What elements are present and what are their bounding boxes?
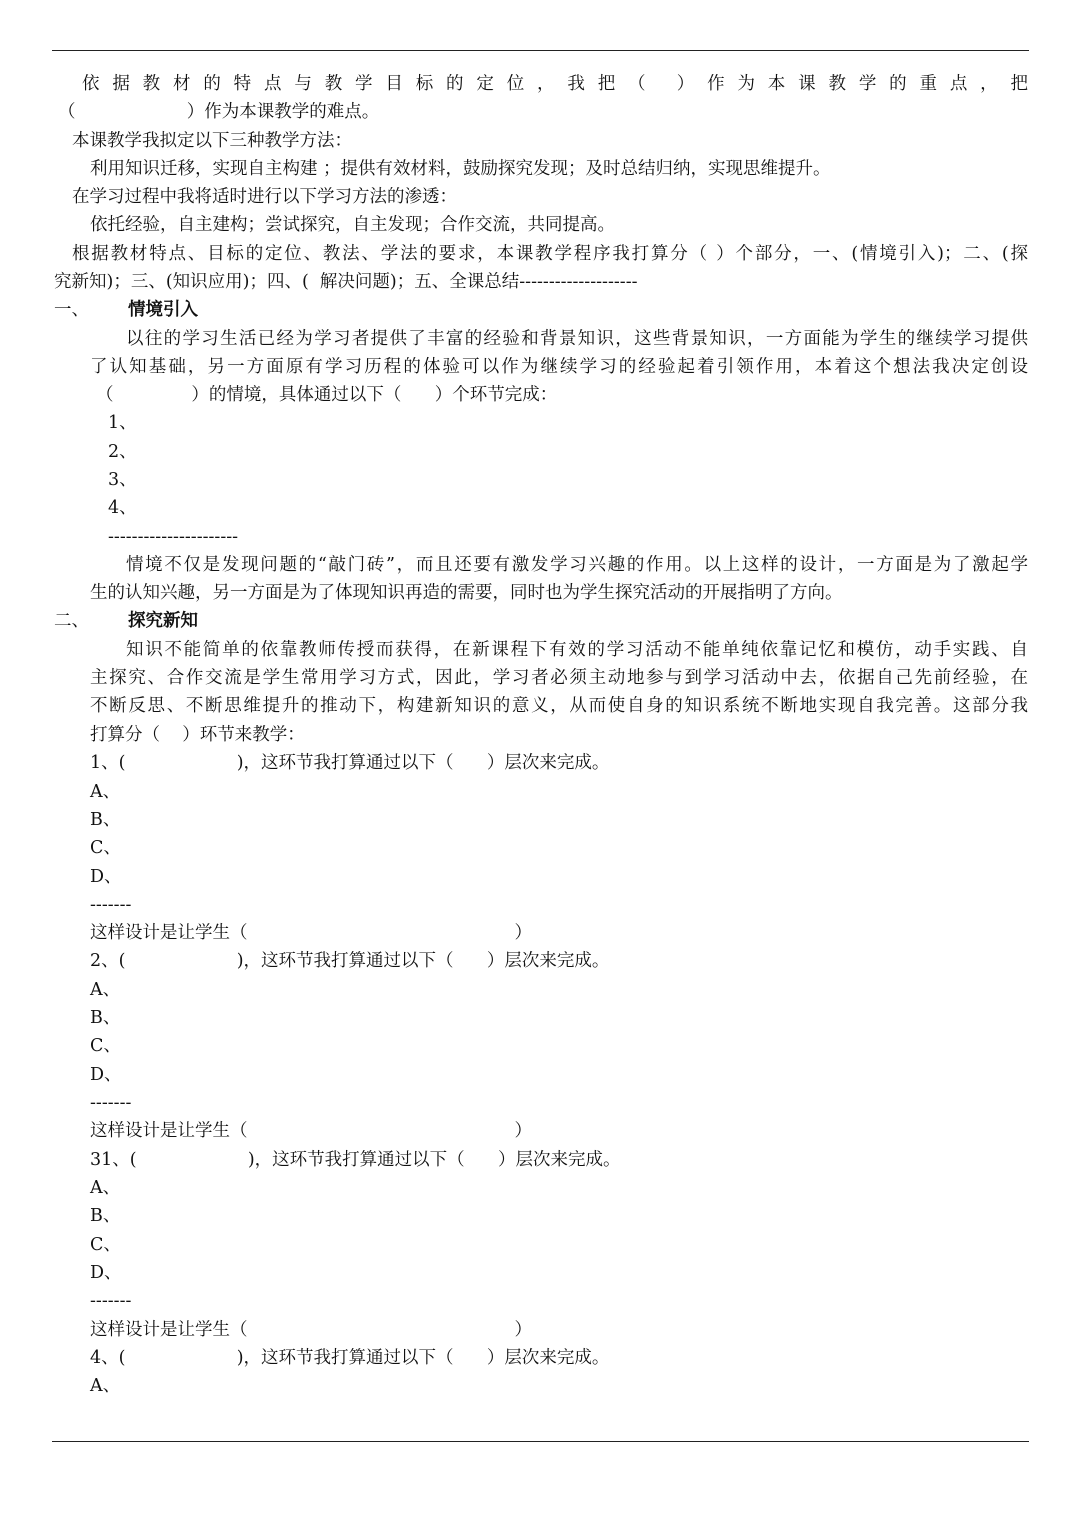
level-item: D、 xyxy=(90,1065,122,1085)
section-2-paragraph-line-2: 主探究、合作交流是学生常用学习方式，因此，学习者必须主动地参与到学习活动中去，依据自己先前经验，在 xyxy=(90,668,1028,688)
level-item: C、 xyxy=(90,1036,121,1056)
level-item: D、 xyxy=(90,867,122,887)
intro-methods: 利用知识迁移，实现自主构建 ；提供有效材料，鼓励探究发现；及时总结归纳，实现思维提升。 xyxy=(90,159,831,179)
section-1-paragraph-line-2: 了认知基础，另一方面原有学习历程的体验可以作为继续学习的经验起着引领作用，本着这个想法我决定创设 xyxy=(90,357,1028,377)
intro-line-1: 依据教材的特点与教学目标的定位，我把（ ）作为本课教学的重点，把 xyxy=(82,74,1028,94)
section-2-number: 二、 xyxy=(54,611,89,631)
level-item: A、 xyxy=(90,980,121,1000)
section-2-step-1: 1、( )，这环节我打算通过以下（ ）层次来完成。 xyxy=(90,753,610,773)
section-2-step-4: 4、( )，这环节我打算通过以下（ ）层次来完成。 xyxy=(90,1348,610,1368)
level-item: A、 xyxy=(90,1376,121,1396)
level-item: C、 xyxy=(90,838,121,858)
level-item: A、 xyxy=(90,782,121,802)
section-1-number: 一、 xyxy=(54,300,89,320)
design-purpose: 这样设计是让学生（ ） xyxy=(90,1121,533,1141)
section-2-paragraph-line-1: 知识不能简单的依靠教师传授而获得，在新课程下有效的学习活动不能单纯依靠记忆和模仿，动手实践、自 xyxy=(126,640,1028,660)
top-rule xyxy=(52,50,1029,51)
short-dashes: ------- xyxy=(90,895,132,915)
intro-methods-heading: 本课教学我拟定以下三种教学方法： xyxy=(72,131,352,151)
section-2-paragraph-line-3: 不断反思、不断思维提升的推动下，构建新知识的意义，从而使自身的知识系统不断地实现自我完善。这部分我 xyxy=(90,696,1028,716)
section-1-item: 4、 xyxy=(108,498,137,518)
level-item: A、 xyxy=(90,1178,121,1198)
section-2-title: 探究新知 xyxy=(128,611,198,631)
short-dashes: ------- xyxy=(90,1291,132,1311)
level-item: D、 xyxy=(90,1263,122,1283)
section-1-summary-line-2: 生的认知兴趣，另一方面是为了体现知识再造的需要，同时也为学生探究活动的开展指明了方向。 xyxy=(90,583,843,603)
section-2-step-3: 31、( )，这环节我打算通过以下（ ）层次来完成。 xyxy=(90,1150,621,1170)
level-item: B、 xyxy=(90,810,121,830)
section-1-dashes: ---------------------- xyxy=(108,527,239,547)
bottom-rule xyxy=(52,1441,1029,1442)
level-item: B、 xyxy=(90,1206,121,1226)
intro-procedure-line-2: 究新知)；三、(知识应用)；四、( 解决问题)；五、全课总结-------------------- xyxy=(54,272,638,292)
intro-line-2: （ ）作为本课教学的难点。 xyxy=(58,102,380,122)
design-purpose: 这样设计是让学生（ ） xyxy=(90,1320,533,1340)
section-2-paragraph-line-4: 打算分（ ）环节来教学： xyxy=(90,725,305,745)
intro-procedure-line-1: 根据教材特点、目标的定位、教法、学法的要求，本课教学程序我打算分（ ）个部分，一、(情境引入)；二、(探 xyxy=(72,244,1028,264)
section-1-paragraph-line-3: （ ）的情境，具体通过以下（ ）个环节完成： xyxy=(96,385,558,405)
design-purpose: 这样设计是让学生（ ） xyxy=(90,923,533,943)
level-item: C、 xyxy=(90,1235,121,1255)
section-2-step-2: 2、( )，这环节我打算通过以下（ ）层次来完成。 xyxy=(90,951,610,971)
intro-learning-heading: 在学习过程中我将适时进行以下学习方法的渗透： xyxy=(72,187,457,207)
section-1-title: 情境引入 xyxy=(128,300,198,320)
section-1-item: 1、 xyxy=(108,413,137,433)
section-1-item: 2、 xyxy=(108,442,137,462)
level-item: B、 xyxy=(90,1008,121,1028)
section-1-paragraph-line-1: 以往的学习生活已经为学习者提供了丰富的经验和背景知识，这些背景知识，一方面能为学生的继续学习提供 xyxy=(126,329,1028,349)
short-dashes: ------- xyxy=(90,1093,132,1113)
intro-learning-methods: 依托经验，自主建构；尝试探究，自主发现；合作交流，共同提高。 xyxy=(90,215,615,235)
section-1-summary-line-1: 情境不仅是发现问题的“敲门砖”，而且还要有激发学习兴趣的作用。以上这样的设计，一方面是为了激起学 xyxy=(126,555,1028,575)
section-1-item: 3、 xyxy=(108,470,137,490)
